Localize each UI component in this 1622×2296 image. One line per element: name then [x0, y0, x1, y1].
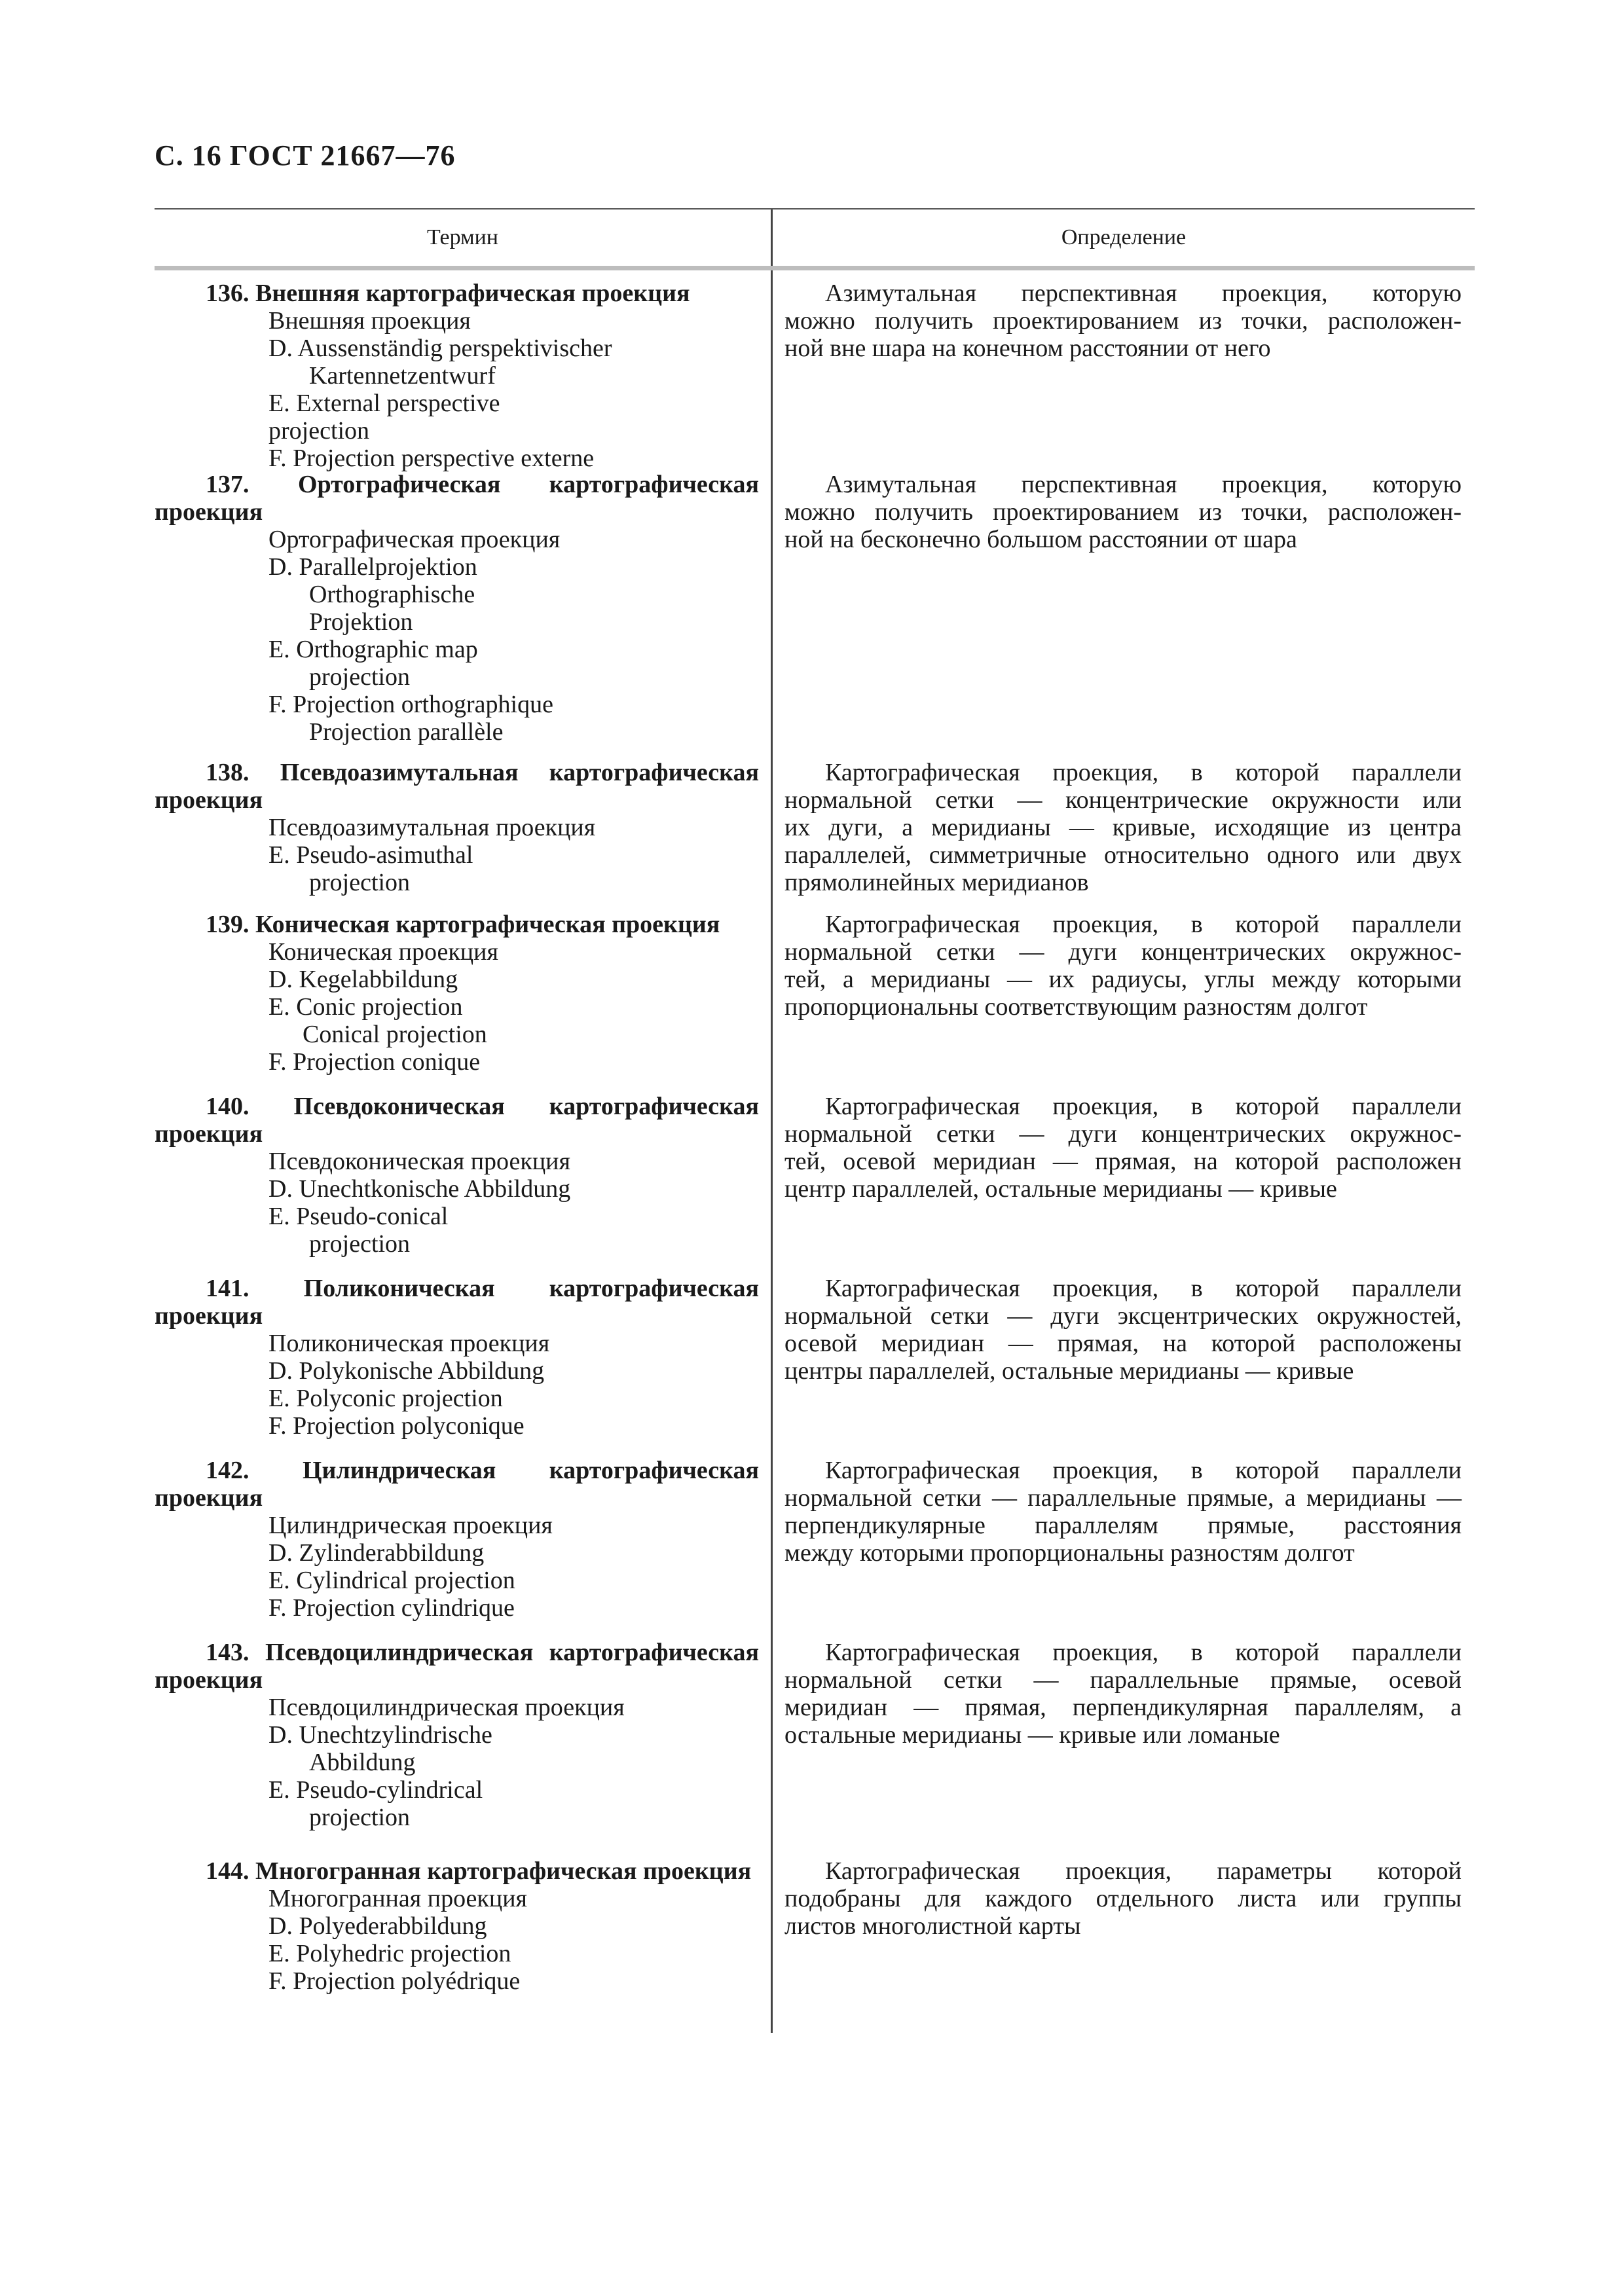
short-term: Ортографическая проекция	[268, 526, 561, 553]
foreign-equivalent: projection	[309, 869, 411, 896]
term-title-text: Псевдоцилиндрическая картографическая	[265, 1639, 759, 1666]
term-title-continuation: проекция	[155, 786, 263, 814]
foreign-equivalent: Orthographische	[309, 581, 475, 608]
definition-line: ной на бесконечно большом расстоянии от шара	[784, 526, 1297, 553]
definition-line: Азимутальная перспективная проекция, которую	[825, 471, 1462, 498]
foreign-equivalent: projection	[309, 663, 411, 691]
definition-line: нормальной сетки — дуги концентрических окружнос-	[784, 1120, 1462, 1148]
definition-line: нормальной сетки — параллельные прямые, осевой	[784, 1666, 1462, 1694]
foreign-equivalent: projection	[309, 1230, 411, 1258]
foreign-equivalent: E. Pseudo-cylindrical	[268, 1776, 483, 1804]
term-entry	[155, 759, 771, 911]
definition-line: пропорциональны соответствующим разностям долгот	[784, 993, 1368, 1021]
term-title-text: Коническая картографическая проекция	[255, 911, 720, 938]
foreign-equivalent: D. Parallelprojektion	[268, 553, 477, 581]
definition-line: Картографическая проекция, в которой параллели	[825, 1639, 1462, 1666]
definition-text	[773, 1639, 1475, 1857]
term-title-text: Поликоническая картографическая	[303, 1275, 759, 1302]
definition-line: меридиан — прямая, перпендикулярная параллелям, а	[784, 1694, 1462, 1721]
definition-text	[773, 911, 1475, 1093]
definition-text	[773, 1857, 1475, 2028]
foreign-equivalent: E. Pseudo-asimuthal	[268, 841, 473, 869]
foreign-equivalent: Kartennetzentwurf	[309, 362, 496, 390]
term-entry	[155, 911, 771, 1093]
definition-line: Картографическая проекция, параметры которой	[825, 1857, 1462, 1885]
term-entry	[155, 1857, 771, 2028]
foreign-equivalent: F. Projection orthographique	[268, 691, 553, 718]
term-title-text: Ортографическая картографическая	[297, 471, 760, 498]
term-title	[155, 1093, 771, 1120]
short-term: Поликоническая проекция	[268, 1330, 550, 1357]
definition-line: перпендикулярные параллелям прямые, расстояния	[784, 1512, 1462, 1539]
definition-line: между которыми пропорциональны разностям долгот	[784, 1539, 1355, 1567]
definition-line: параллелей, симметричные относительно одного или двух	[784, 841, 1462, 869]
term-number: 142.	[206, 1457, 249, 1484]
short-term: Цилиндрическая проекция	[268, 1512, 553, 1539]
definition-text	[773, 471, 1475, 759]
definition-text	[773, 759, 1475, 911]
foreign-equivalent: D. Unechtzylindrische	[268, 1721, 492, 1749]
term-title	[155, 1275, 771, 1302]
foreign-equivalent: D. Polykonische Abbildung	[268, 1357, 545, 1385]
foreign-equivalent: F. Projection cylindrique	[268, 1594, 515, 1622]
term-title	[155, 280, 771, 307]
column-header-definition: Определение	[1061, 225, 1187, 249]
definition-line: прямолинейных меридианов	[784, 869, 1089, 896]
definition-line: Картографическая проекция, в которой параллели	[825, 1093, 1462, 1120]
definition-line: Картографическая проекция, в которой параллели	[825, 911, 1462, 938]
foreign-equivalent: E. Pseudo-conical	[268, 1203, 449, 1230]
short-term: Псевдоконическая проекция	[268, 1148, 570, 1175]
term-title-text: Внешняя картографическая проекция	[255, 280, 690, 307]
foreign-equivalent: projection	[268, 417, 370, 445]
definition-line: осевой меридиан — прямая, на которой расположены	[784, 1330, 1462, 1357]
definition-text	[773, 1275, 1475, 1457]
table-header-row	[155, 208, 1475, 270]
short-term: Многогранная проекция	[268, 1885, 528, 1912]
column-header-term: Термин	[155, 210, 773, 266]
foreign-equivalent: E. Polyhedric projection	[268, 1940, 511, 1967]
foreign-equivalent: D. Polyederabbildung	[268, 1912, 487, 1940]
term-title	[155, 911, 771, 938]
definition-line: тей, осевой меридиан — прямая, на которой расположен	[784, 1148, 1462, 1175]
term-number: 143.	[206, 1639, 249, 1666]
term-title-continuation: проекция	[155, 1120, 263, 1148]
term-entry	[155, 1275, 771, 1457]
short-term: Коническая проекция	[268, 938, 498, 966]
short-term: Псевдоазимутальная проекция	[268, 814, 596, 841]
foreign-equivalent: E. Cylindrical projection	[268, 1567, 515, 1594]
page-header: С. 16 ГОСТ 21667—76	[155, 139, 456, 172]
term-number: 139.	[206, 911, 249, 938]
definition-line: Картографическая проекция, в которой параллели	[825, 1457, 1462, 1484]
short-term: Внешняя проекция	[268, 307, 471, 335]
term-number: 144.	[206, 1857, 249, 1885]
term-title-text: Псевдоазимутальная картографическая	[280, 759, 759, 786]
definition-line: нормальной сетки — концентрические окружности или	[784, 786, 1462, 814]
foreign-equivalent: E. Orthographic map	[268, 636, 478, 663]
term-title-continuation: проекция	[155, 1666, 263, 1694]
foreign-equivalent: D. Kegelabbildung	[268, 966, 458, 993]
term-number: 138.	[206, 759, 249, 786]
term-entry	[155, 280, 771, 471]
definition-line: подобраны для каждого отдельного листа или группы	[784, 1885, 1462, 1912]
foreign-equivalent: D. Aussenständig perspektivischer	[268, 335, 612, 362]
definition-line: центр параллелей, остальные меридианы — кривые	[784, 1175, 1337, 1203]
definition-line: их дуги, а меридианы — кривые, исходящие из центра	[784, 814, 1462, 841]
definition-text	[773, 1457, 1475, 1639]
term-column	[155, 270, 773, 2033]
foreign-equivalent: D. Unechtkonische Abbildung	[268, 1175, 571, 1203]
foreign-equivalent: E. External perspective	[268, 390, 500, 417]
foreign-equivalent: Projektion	[309, 608, 413, 636]
term-title	[155, 759, 771, 786]
foreign-equivalent: Projection parallèle	[309, 718, 504, 746]
definition-line: можно получить проектированием из точки, расположен-	[784, 498, 1462, 526]
foreign-equivalent: F. Projection conique	[268, 1048, 481, 1076]
foreign-equivalent: Conical projection	[303, 1021, 487, 1048]
term-entry	[155, 1639, 771, 1857]
term-title	[155, 471, 771, 498]
foreign-equivalent: Abbildung	[309, 1749, 416, 1776]
term-title	[155, 1639, 771, 1666]
definition-line: можно получить проектированием из точки, расположен-	[784, 307, 1462, 335]
foreign-equivalent: projection	[309, 1804, 411, 1831]
term-title-continuation: проекция	[155, 1484, 263, 1512]
definition-line: нормальной сетки — дуги концентрических окружнос-	[784, 938, 1462, 966]
foreign-equivalent: E. Polyconic projection	[268, 1385, 503, 1412]
definition-line: нормальной сетки — параллельные прямые, а меридианы —	[784, 1484, 1462, 1512]
definition-line: ной вне шара на конечном расстоянии от него	[784, 335, 1271, 362]
term-title-continuation: проекция	[155, 1302, 263, 1330]
definition-line: нормальной сетки — дуги эксцентрических окружностей,	[784, 1302, 1462, 1330]
term-number: 141.	[206, 1275, 249, 1302]
definition-line: тей, а меридианы — их радиусы, углы между которыми	[784, 966, 1462, 993]
term-title	[155, 1457, 771, 1484]
term-title-text: Цилиндрическая картографическая	[303, 1457, 760, 1484]
foreign-equivalent: D. Zylinderabbildung	[268, 1539, 485, 1567]
definition-column	[773, 270, 1475, 2033]
definition-line: Картографическая проекция, в которой параллели	[825, 759, 1462, 786]
term-title-text: Псевдоконическая картографическая	[293, 1093, 759, 1120]
definition-text	[773, 1093, 1475, 1275]
foreign-equivalent: F. Projection polyconique	[268, 1412, 525, 1440]
term-number: 136.	[206, 280, 249, 307]
definition-line: Азимутальная перспективная проекция, которую	[825, 280, 1462, 307]
foreign-equivalent: F. Projection polyédrique	[268, 1967, 521, 1995]
definition-line: центры параллелей, остальные меридианы — кривые	[784, 1357, 1354, 1385]
term-entry	[155, 1093, 771, 1275]
term-entry	[155, 1457, 771, 1639]
definition-text	[773, 280, 1475, 471]
foreign-equivalent: E. Conic projection	[268, 993, 463, 1021]
foreign-equivalent: F. Projection perspective externe	[268, 445, 595, 472]
definition-line: остальные меридианы — кривые или ломаные	[784, 1721, 1280, 1749]
terms-table	[155, 208, 1475, 2033]
term-title	[155, 1857, 771, 1885]
term-entry	[155, 471, 771, 759]
term-number: 140.	[206, 1093, 249, 1120]
table-body	[155, 270, 1475, 2033]
term-number: 137.	[206, 471, 249, 498]
term-title-continuation: проекция	[155, 498, 263, 526]
term-title-text: Многогранная картографическая проекция	[255, 1857, 752, 1885]
definition-line: Картографическая проекция, в которой параллели	[825, 1275, 1462, 1302]
definition-line: листов многолистной карты	[784, 1912, 1081, 1940]
short-term: Псевдоцилиндрическая проекция	[268, 1694, 625, 1721]
